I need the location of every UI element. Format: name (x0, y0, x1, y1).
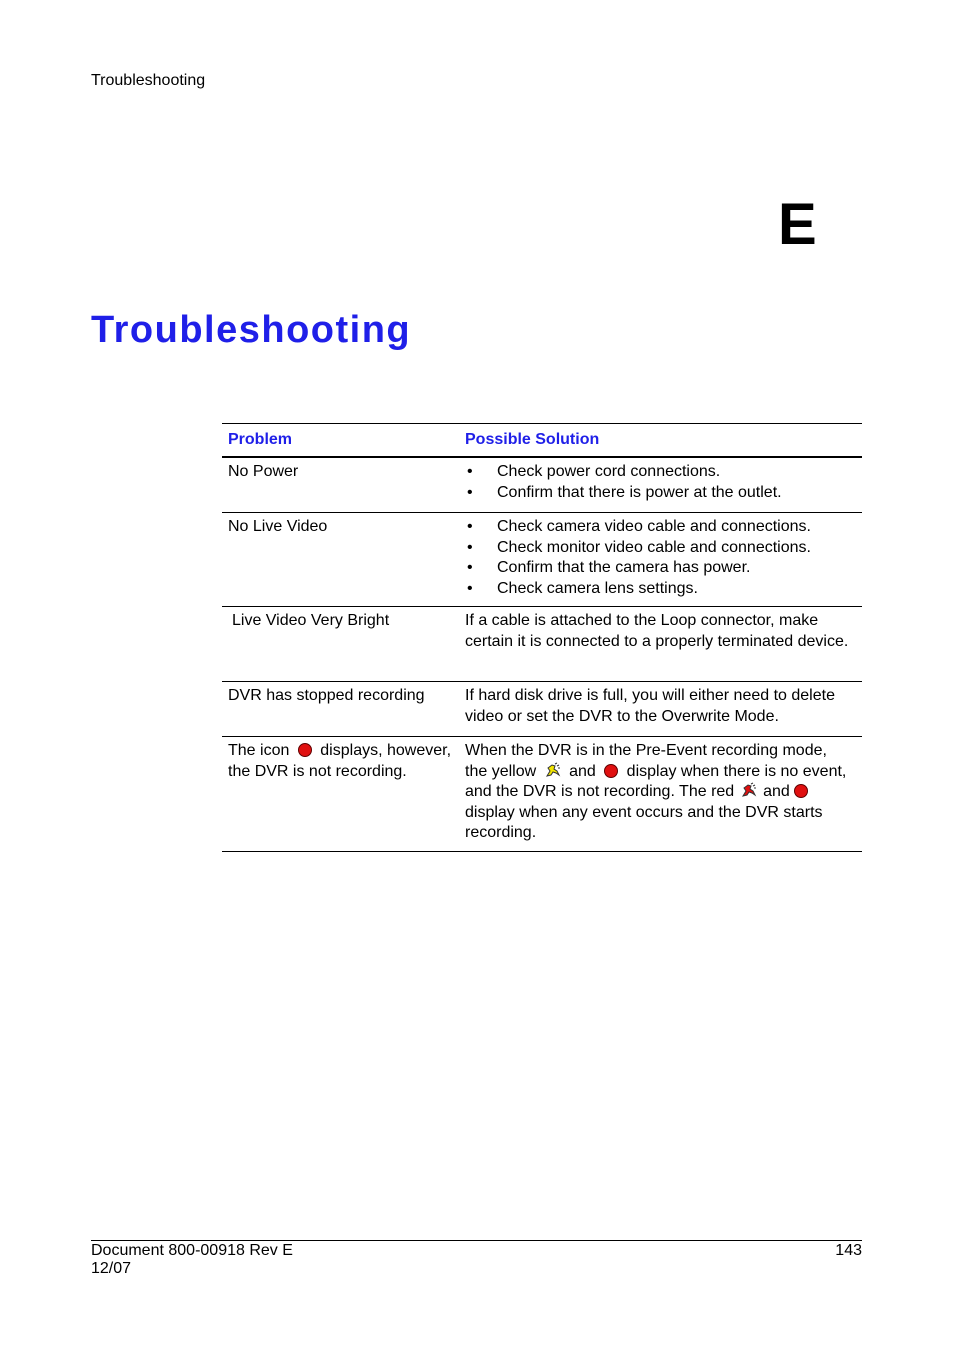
solution-text-c: display when there is no event, and the DVR is not recording. The red (465, 762, 847, 800)
solution-text-b: and (569, 762, 596, 780)
solution-cell (460, 513, 862, 606)
solution-text-a: When the DVR is in the Pre-Event recording mode, the yellow (465, 742, 827, 780)
solution-cell (460, 737, 862, 851)
solution-bullet: • Check camera lens settings. (465, 579, 852, 600)
red-motion-icon (741, 782, 757, 798)
table-row (222, 682, 862, 737)
red-record-icon (298, 743, 312, 757)
footer-document-info (91, 1242, 293, 1278)
header-solution: Possible Solution (465, 430, 600, 448)
running-header: Troubleshooting (91, 72, 206, 89)
problem-cell (222, 737, 460, 851)
problem-text: Live Video Very Bright (232, 612, 390, 629)
chapter-title: Troubleshooting (91, 309, 412, 351)
table-row (222, 513, 862, 607)
footer-divider (91, 1240, 862, 1241)
yellow-motion-icon (545, 762, 561, 778)
problem-text-b: displays, however, the DVR is not recording. (228, 742, 452, 780)
problem-cell: No Power (228, 463, 299, 480)
red-record-icon (794, 784, 808, 798)
solution-text-e: display when any event occurs and the DVR starts recording. (465, 803, 823, 841)
header-problem: Problem (228, 430, 293, 448)
solution-bullet: • Check camera video cable and connections. (465, 517, 852, 538)
footer-page-number: 143 (835, 1242, 862, 1259)
solution-cell: If hard disk drive is full, you will either need to delete video or set the DVR to the Overwrite Mode. (465, 687, 835, 725)
table-row (222, 607, 862, 682)
red-record-icon (604, 764, 618, 778)
footer-date: 12/07 (91, 1260, 132, 1277)
table-row (222, 458, 862, 513)
table-header-row (222, 423, 862, 458)
problem-cell: No Live Video (228, 518, 328, 535)
solution-cell (460, 458, 862, 512)
solution-bullet: • Confirm that there is power at the outlet. (465, 483, 852, 504)
problem-cell: DVR has stopped recording (228, 687, 425, 704)
troubleshooting-table (222, 423, 862, 852)
problem-text-a: The icon (228, 742, 290, 759)
problem-cell (222, 607, 460, 681)
solution-text-d: and (763, 783, 790, 800)
solution-bullet: • Check power cord connections. (465, 462, 852, 483)
appendix-letter: E (778, 192, 817, 257)
solution-bullet: • Confirm that the camera has power. (465, 558, 852, 579)
table-row (222, 737, 862, 852)
solution-cell: If a cable is attached to the Loop connector, make certain it is connected to a properly terminated device. (465, 612, 849, 650)
footer-document-number: Document 800-00918 Rev E (91, 1242, 293, 1259)
solution-bullet: • Check monitor video cable and connections. (465, 538, 852, 559)
